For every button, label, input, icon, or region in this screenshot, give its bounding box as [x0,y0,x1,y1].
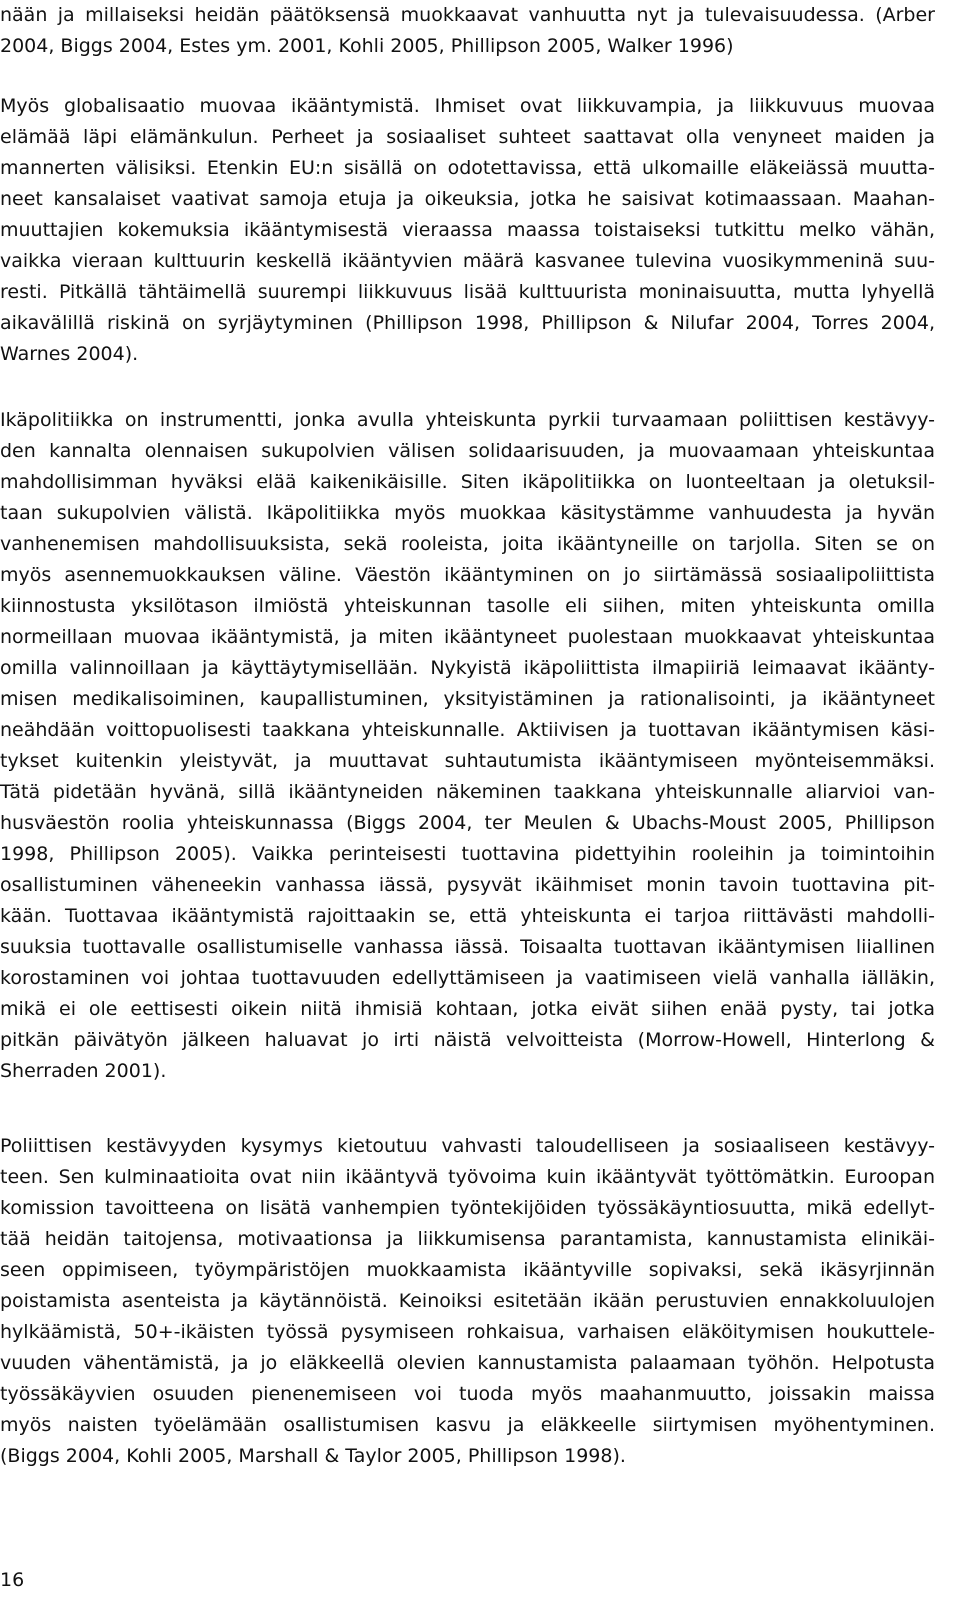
text-line: kään. Tuottavaa ikääntymistä rajoittaakin se, että yhteiskunta ei tarjoa riittävästi mahdolli- [0,905,935,927]
text-line: myös naisten työelämään osallistumisen kasvu ja eläkkeelle siirtymisen myöhentyminen. [0,1414,935,1436]
text-line: husväestön roolia yhteiskunnassa (Biggs 2004, ter Meulen & Ubachs-Moust 2005, Phillipson [0,812,935,834]
text-line: neet kansalaiset vaativat samoja etuja ja oikeuksia, jotka he saisivat kotimaassaan. Maahan- [0,188,935,210]
text-line: suuksia tuottavalle osallistumiselle vanhassa iässä. Toisaalta tuottavan ikääntymisen liiallinen [0,936,935,958]
text-line: myös asennemuokkauksen väline. Väestön ikääntyminen on jo siirtämässä sosiaalipoliittista [0,564,935,586]
text-line: mikä ei ole eettisesti oikein niitä ihmisiä kohtaan, jotka eivät siihen enää pysty, tai jotka [0,998,935,1020]
text-line: Poliittisen kestävyyden kysymys kietoutuu vahvasti taloudelliseen ja sosiaaliseen kestävyy- [0,1135,935,1157]
text-line: mannerten välisiksi. Etenkin EU:n sisällä on odotettavissa, että ulkomaille eläkeiässä muutta- [0,157,935,179]
text-line: korostaminen voi johtaa tuottavuuden edellyttämiseen ja vaatimiseen vielä vanhalla iälläkin, [0,967,935,989]
text-line: osallistuminen väheneekin vanhassa iässä, pysyvät ikäihmiset monin tavoin tuottavina pit- [0,874,935,896]
text-line: kiinnostusta yksilötason ilmiöstä yhteiskunnan tasolle eli siihen, miten yhteiskunta omilla [0,595,935,617]
text-line: aikavälillä riskinä on syrjäytyminen (Phillipson 1998, Phillipson & Nilufar 2004, Torres 2004, [0,312,935,334]
text-line: Warnes 2004). [0,343,139,365]
text-line: 1998, Phillipson 2005). Vaikka perinteisesti tuottavina pidettyihin rooleihin ja toimintoihin [0,843,935,865]
text-line: elämää läpi elämänkulun. Perheet ja sosiaaliset suhteet saattavat olla venyneet maiden ja [0,126,935,148]
text-line: Sherraden 2001). [0,1060,167,1082]
text-line: poistamista asenteista ja käytännöistä. Keinoiksi esitetään ikään perustuvien ennakkoluulojen [0,1290,935,1312]
text-line: resti. Pitkällä tähtäimellä suurempi liikkuvuus lisää kulttuurista moninaisuutta, mutta lyhyellä [0,281,935,303]
text-line: komission tavoitteena on lisätä vanhempien työntekijöiden työssäkäyntiosuutta, mikä edellyt- [0,1197,935,1219]
text-line: 2004, Biggs 2004, Estes ym. 2001, Kohli 2005, Phillipson 2005, Walker 1996) [0,35,734,57]
text-line: tykset kuitenkin yleistyvät, ja muuttavat suhtautumista ikääntymiseen myönteisemmäksi. [0,750,935,772]
text-line: vanhenemisen mahdollisuuksista, sekä rooleista, joita ikääntyneille on tarjolla. Siten se on [0,533,935,555]
text-line: nään ja millaiseksi heidän päätöksensä muokkaavat vanhuutta nyt ja tulevaisuudessa. (Arber [0,4,935,26]
text-line: Ikäpolitiikka on instrumentti, jonka avulla yhteiskunta pyrkii turvaamaan poliittisen kestävyy- [0,409,935,431]
text-line: Myös globalisaatio muovaa ikääntymistä. Ihmiset ovat liikkuvampia, ja liikkuvuus muovaa [0,95,935,117]
page-number: 16 [0,1569,25,1591]
text-line: den kannalta olennaisen sukupolvien välisen solidaarisuuden, ja muovaamaan yhteiskuntaa [0,440,935,462]
text-line: hylkäämistä, 50+-ikäisten työssä pysymiseen rohkaisua, varhaisen eläköitymisen houkuttele- [0,1321,935,1343]
text-line: normeillaan muovaa ikääntymistä, ja miten ikääntyneet puolestaan muokkaavat yhteiskuntaa [0,626,935,648]
text-line: työssäkäyvien osuuden pienenemiseen voi tuoda myös maahanmuutto, joissakin maissa [0,1383,935,1405]
text-line: (Biggs 2004, Kohli 2005, Marshall & Taylor 2005, Phillipson 1998). [0,1445,626,1467]
text-line: Tätä pidetään hyvänä, sillä ikääntyneiden näkeminen taakkana yhteiskunnalle aliarvioi van- [0,781,935,803]
text-line: mahdollisimman hyväksi elää kaikenikäisille. Siten ikäpolitiikka on luonteeltaan ja oletuksil- [0,471,935,493]
text-line: pitkän päivätyön jälkeen haluavat jo irti näistä velvoitteista (Morrow-Howell, Hinterlong & [0,1029,935,1051]
text-line: vaikka vieraan kulttuurin keskellä ikääntyvien määrä kasvanee tulevina vuosikymmeninä suu- [0,250,935,272]
text-line: seen oppimiseen, työympäristöjen muokkaamista ikääntyville sopivaksi, sekä ikäsyrjinnän [0,1259,935,1281]
text-line: misen medikalisoiminen, kaupallistuminen, yksityistäminen ja rationalisointi, ja ikääntyneet [0,688,935,710]
text-line: teen. Sen kulminaatioita ovat niin ikääntyvä työvoima kuin ikääntyvät työttömätkin. Euroopan [0,1166,935,1188]
text-line: omilla valinnoillaan ja käyttäytymisellään. Nykyistä ikäpoliittista ilmapiiriä leimaavat ikäänty- [0,657,935,679]
text-line: neähdään voittopuolisesti taakkana yhteiskunnalle. Aktiivisen ja tuottavan ikääntymisen käsi- [0,719,935,741]
text-line: taan sukupolvien välistä. Ikäpolitiikka myös muokkaa käsitystämme vanhuudesta ja hyvän [0,502,935,524]
text-line: vuuden vähentämistä, ja jo eläkkeellä olevien kannustamista palaamaan työhön. Helpotusta [0,1352,935,1374]
text-line: muuttajien kokemuksia ikääntymisestä vieraassa maassa toistaiseksi tutkittu melko vähän, [0,219,935,241]
text-line: tää heidän taitojensa, motivaationsa ja liikkumisensa parantamista, kannustamista elinikäi- [0,1228,935,1250]
